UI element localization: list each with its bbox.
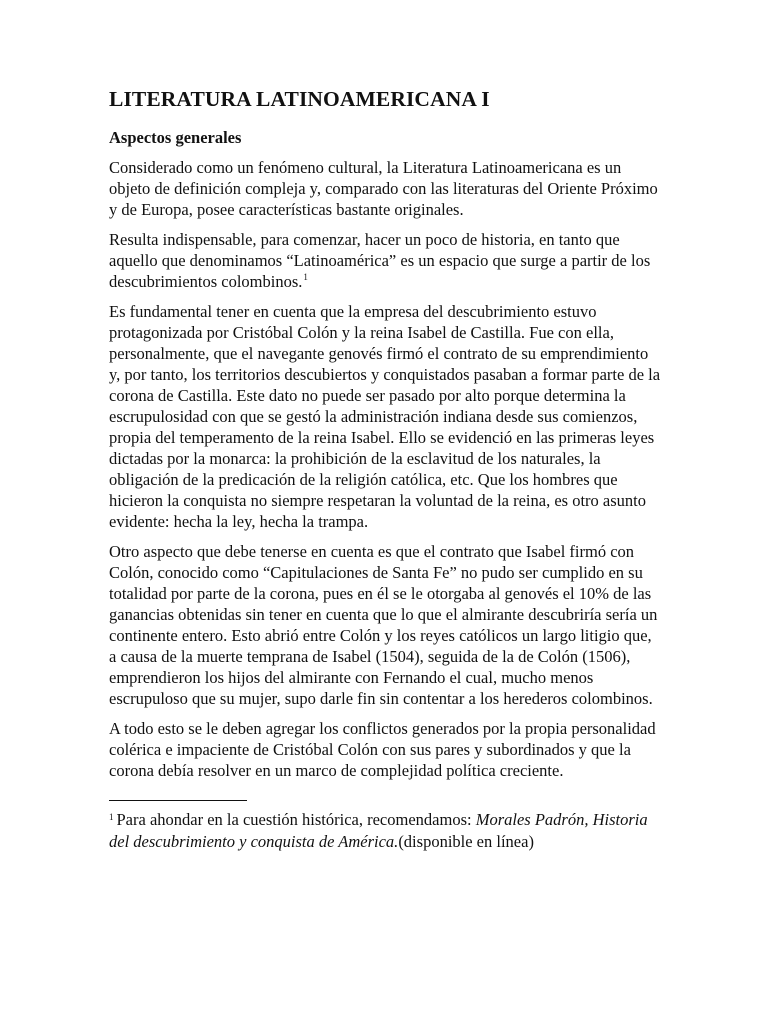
- footnote: [109, 809, 662, 853]
- paragraph-4: Otro aspecto que debe tenerse en cuenta es que el contrato que Isabel firmó con Colón, conocido como “Capitulaciones de Santa Fe” no pudo ser cumplido en su totalidad por parte de la corona, pues en él se le otorgaba al genovés el 10% de las ganancias obtenidas sin tener en cuenta que lo que el almirante descubriría sería un continente entero. Esto abrió entre Colón y los reyes católicos un largo litigio que, a causa de la muerte temprana de Isabel (1504), seguida de la de Colón (1506), emprendieron los hijos del almirante con Fernando el cual, mucho menos escrupuloso que su mujer, supo darle fin sin contentar a los herederos colombinos.: [109, 542, 658, 708]
- footnote-separator: [109, 800, 247, 801]
- paragraph-2-text: Resulta indispensable, para comenzar, hacer un poco de historia, en tanto que aquello que denominamos “Latinoamérica” es un espacio que surge a partir de los descubrimientos colombinos.: [109, 230, 651, 291]
- paragraph-1: Considerado como un fenómeno cultural, la Literatura Latinoamericana es un objeto de definición compleja y, comparado con las literaturas del Oriente Próximo y de Europa, posee características bastante originales.: [109, 158, 658, 219]
- paragraph-2: [109, 229, 662, 292]
- section-heading: Aspectos generales: [109, 128, 242, 147]
- footnote-marker: 1: [109, 812, 114, 822]
- footnote-citation: Morales Padrón, Historia del descubrimiento y conquista de América.: [109, 810, 648, 851]
- footnote-reference: 1: [303, 272, 308, 282]
- footnote-note: (disponible en línea): [398, 832, 534, 851]
- document-title: LITERATURA LATINOAMERICANA I: [109, 87, 490, 111]
- paragraph-3: Es fundamental tener en cuenta que la empresa del descubrimiento estuvo protagonizada por Cristóbal Colón y la reina Isabel de Castilla. Fue con ella, personalmente, que el navegante genovés firmó el contrato de su emprendimiento y, por tanto, los territorios descubiertos y conquistados pasaban a formar parte de la corona de Castilla. Este dato no puede ser pasado por alto porque determina la escrupulosidad con que se gestó la administración indiana desde sus comienzos, propia del temperamento de la reina Isabel. Ello se evidenció en las primeras leyes dictadas por la monarca: la prohibición de la esclavitud de los naturales, la obligación de la predicación de la religión católica, etc. Que los hombres que hicieron la conquista no siempre respetaran la voluntad de la reina, es otro asunto evidente: hecha la ley, hecha la trampa.: [109, 302, 661, 531]
- paragraph-5: A todo esto se le deben agregar los conflictos generados por la propia personalidad colérica e impaciente de Cristóbal Colón con sus pares y subordinados y que la corona debía resolver en un marco de complejidad política creciente.: [109, 719, 656, 780]
- footnote-text: Para ahondar en la cuestión histórica, recomendamos:: [116, 810, 472, 829]
